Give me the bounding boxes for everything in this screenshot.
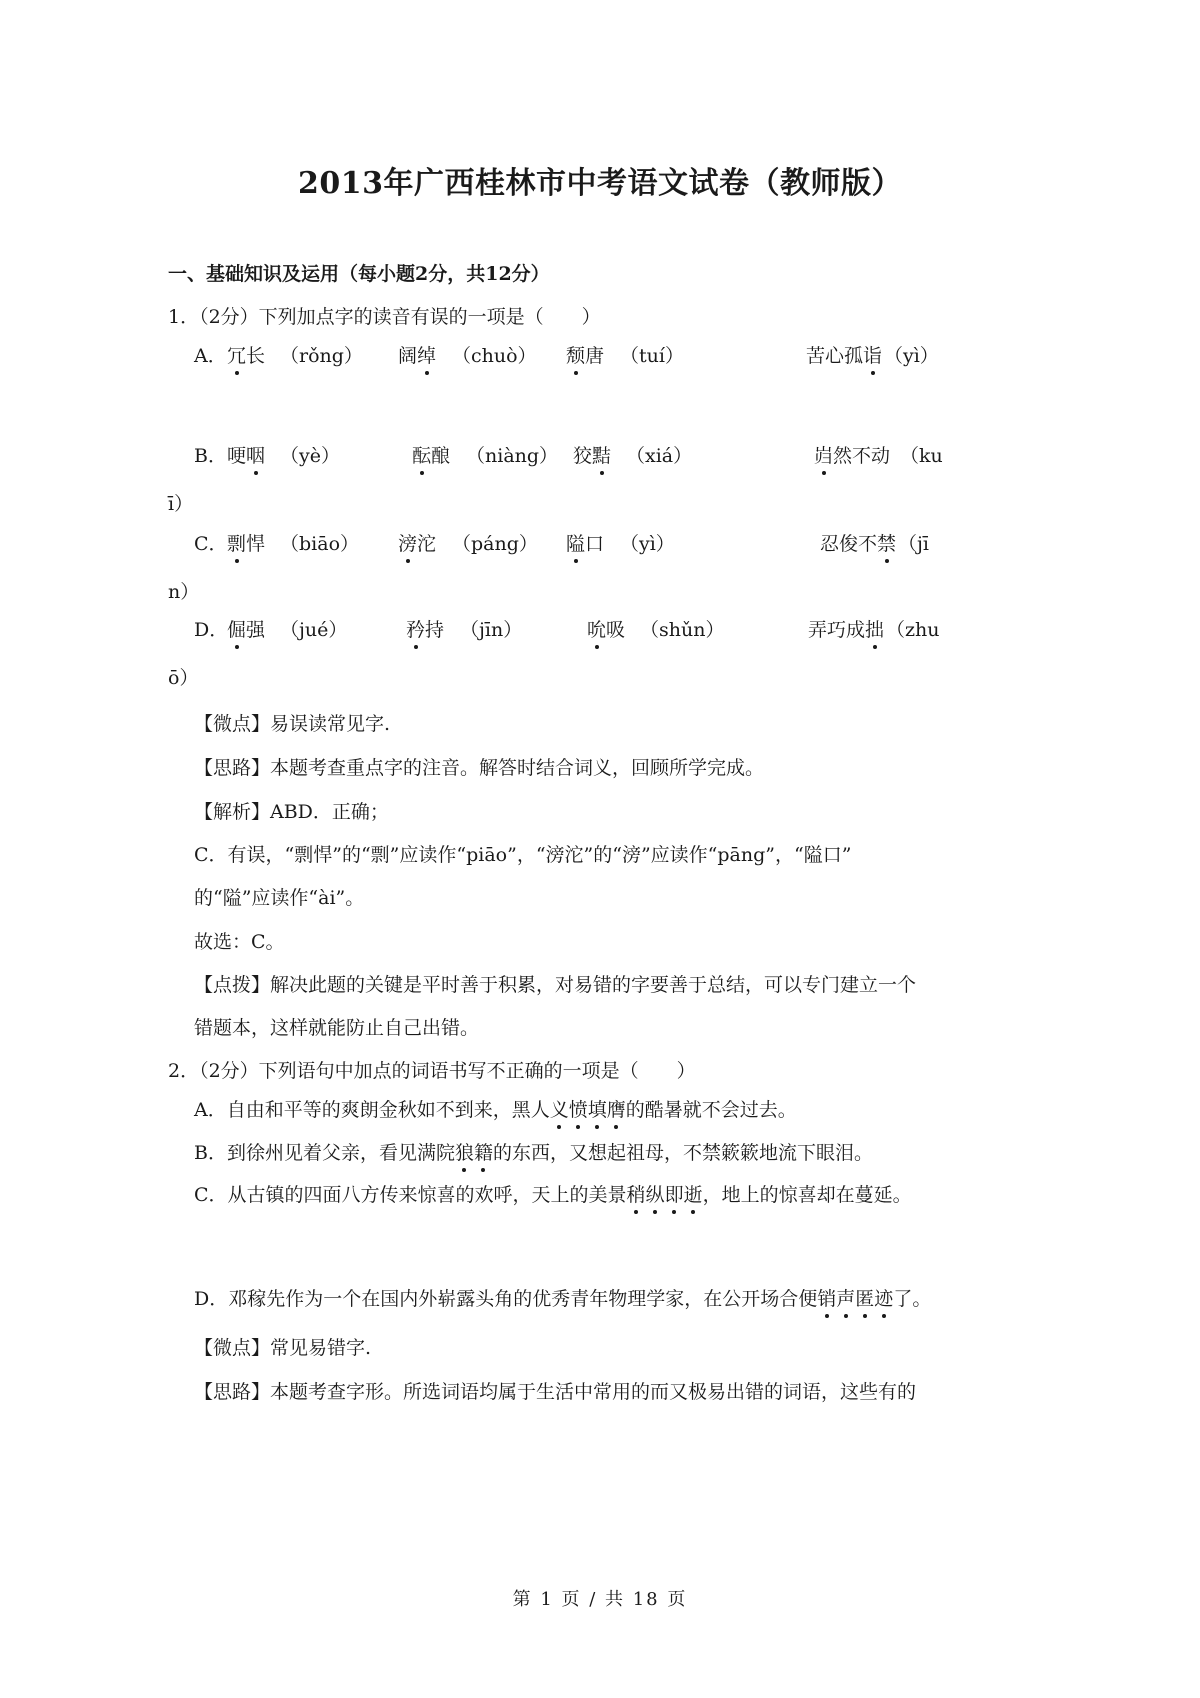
option-c-pinyin-1: （biāo）	[280, 533, 360, 555]
option-b-item-1: 哽咽	[227, 445, 266, 467]
option-a-item-4: 苦心孤诣	[806, 345, 883, 367]
option-a-item-3: 颓唐	[566, 345, 605, 367]
emphasis-dot-char: 黠	[592, 445, 612, 467]
option-b-wrap: ī）	[168, 493, 194, 515]
q1-answer: 故选：C。	[194, 931, 285, 953]
option-d-item-2: 矜持	[406, 619, 445, 641]
emphasis-dot-char: 滂	[398, 533, 418, 555]
option-d-label: D．	[194, 619, 229, 641]
option-d-pinyin-1: （jué）	[280, 619, 348, 641]
emphasis-dot-char: 狼	[454, 1142, 474, 1164]
document-title: 2013年广西桂林市中考语文试卷（教师版）	[298, 166, 902, 201]
emphasis-dot-char: 逝	[683, 1184, 703, 1206]
option-a-pinyin-1: （rǒng）	[280, 345, 363, 367]
option-b-pinyin-4: （ku	[900, 445, 943, 467]
emphasis-dot-char: 冗	[227, 345, 247, 367]
emphasis-dot-char: 剽	[227, 533, 247, 555]
emphasis-dot-word	[550, 1099, 626, 1121]
option-d-pinyin-2: （jīn）	[460, 619, 523, 641]
option-b-item-4: 岿然不动	[814, 445, 891, 467]
emphasis-dot-char: 绰	[417, 345, 437, 367]
emphasis-dot-char: 义	[549, 1099, 569, 1121]
option-b-pinyin-3: （xiá）	[626, 445, 693, 467]
option-a-pinyin-4: （yì）	[884, 345, 939, 367]
q1-option-c-explain-2: 的“隘”应读作“ài”。	[194, 887, 365, 909]
option-c-wrap: n）	[168, 581, 200, 603]
option-a-item-2: 阔绰	[398, 345, 437, 367]
q2-silu: 【思路】本题考查字形。所选词语均属于生活中常用的而又极易出错的词语，这些有的	[194, 1381, 917, 1403]
emphasis-dot-char: 稍	[626, 1184, 646, 1206]
q2-weidian: 【微点】常见易错字.	[194, 1337, 372, 1359]
emphasis-dot-char: 膺	[606, 1099, 626, 1121]
emphasis-dot-char: 声	[836, 1288, 856, 1310]
q2-option-d: D．邓稼先作为一个在国内外崭露头角的优秀青年物理学家，在公开场合便销声匿迹了。	[194, 1288, 932, 1310]
emphasis-dot-char: 倔	[227, 619, 247, 641]
emphasis-dot-char: 纵	[645, 1184, 665, 1206]
q2-option-c: C．从古镇的四面八方传来惊喜的欢呼，天上的美景稍纵即逝，地上的惊喜却在蔓延。	[194, 1184, 912, 1206]
option-b-item-3: 狡黠	[573, 445, 612, 467]
option-d-item-3: 吮吸	[587, 619, 626, 641]
emphasis-dot-char: 迹	[874, 1288, 894, 1310]
option-b-pinyin-1: （yè）	[280, 445, 340, 467]
q1-option-c-explain-1: C．有误，“剽悍”的“剽”应读作“piāo”，“滂沱”的“滂”应读作“pāng”，“隘口”	[194, 844, 852, 866]
option-a-pinyin-3: （tuí）	[620, 345, 684, 367]
question-1-stem: 1．（2分）下列加点字的读音有误的一项是（ ）	[168, 306, 601, 328]
emphasis-dot-char: 诣	[863, 345, 883, 367]
option-d-wrap: ō）	[168, 667, 199, 689]
option-c-item-3: 隘口	[566, 533, 605, 555]
option-b-item-2: 酝酿	[412, 445, 451, 467]
option-d-pinyin-3: （shǔn）	[640, 619, 725, 641]
option-a-item-1: 冗长	[227, 345, 266, 367]
option-c-item-1: 剽悍	[227, 533, 266, 555]
emphasis-dot-char: 咽	[246, 445, 266, 467]
option-c-item-2: 滂沱	[398, 533, 437, 555]
page-footer: 第 1 页 / 共 18 页	[512, 1589, 688, 1610]
emphasis-dot-char: 岿	[814, 445, 834, 467]
q2-option-b: B．到徐州见着父亲，看见满院狼籍的东西，又想起祖母，不禁簌簌地流下眼泪。	[194, 1142, 874, 1164]
emphasis-dot-char: 吮	[587, 619, 607, 641]
emphasis-dot-word	[817, 1288, 893, 1310]
option-a-label: A．	[194, 345, 227, 367]
q1-silu: 【思路】本题考查重点字的注音。解答时结合词义，回顾所学完成。	[194, 757, 765, 779]
emphasis-dot-char: 匿	[855, 1288, 875, 1310]
option-d-item-4: 弄巧成拙	[808, 619, 885, 641]
emphasis-dot-char: 矜	[406, 619, 426, 641]
option-b-label: B．	[194, 445, 227, 467]
emphasis-dot-word	[455, 1142, 493, 1164]
q1-dianbo-1: 【点拨】解决此题的关键是平时善于积累，对易错的字要善于总结，可以专门建立一个	[194, 974, 917, 996]
option-c-item-4: 忍俊不禁	[820, 533, 897, 555]
option-d-pinyin-4: （zhu	[886, 619, 940, 641]
emphasis-dot-char: 拙	[865, 619, 885, 641]
emphasis-dot-char: 填	[587, 1099, 607, 1121]
emphasis-dot-char: 即	[664, 1184, 684, 1206]
emphasis-dot-char: 愤	[568, 1099, 588, 1121]
option-c-pinyin-2: （páng）	[452, 533, 538, 555]
emphasis-dot-char: 籍	[473, 1142, 493, 1164]
emphasis-dot-char: 销	[817, 1288, 837, 1310]
emphasis-dot-word	[627, 1184, 703, 1206]
emphasis-dot-char: 颓	[566, 345, 586, 367]
section-heading: 一、基础知识及运用（每小题2分，共12分）	[168, 263, 550, 285]
q2-option-a: A．自由和平等的爽朗金秋如不到来，黑人义愤填膺的酷暑就不会过去。	[194, 1099, 797, 1121]
emphasis-dot-char: 禁	[877, 533, 897, 555]
emphasis-dot-char: 隘	[566, 533, 586, 555]
option-a-pinyin-2: （chuò）	[452, 345, 537, 367]
option-c-pinyin-4: （jī	[898, 533, 929, 555]
emphasis-dot-char: 酝	[412, 445, 432, 467]
q1-weidian: 【微点】易误读常见字.	[194, 713, 391, 735]
question-2-stem: 2．（2分）下列语句中加点的词语书写不正确的一项是（ ）	[168, 1060, 696, 1082]
q1-jiexi: 【解析】ABD．正确；	[194, 801, 389, 823]
option-c-label: C．	[194, 533, 228, 555]
option-b-pinyin-2: （niàng）	[466, 445, 559, 467]
option-d-item-1: 倔强	[227, 619, 266, 641]
option-c-pinyin-3: （yì）	[620, 533, 675, 555]
q1-dianbo-2: 错题本，这样就能防止自己出错。	[194, 1017, 480, 1039]
